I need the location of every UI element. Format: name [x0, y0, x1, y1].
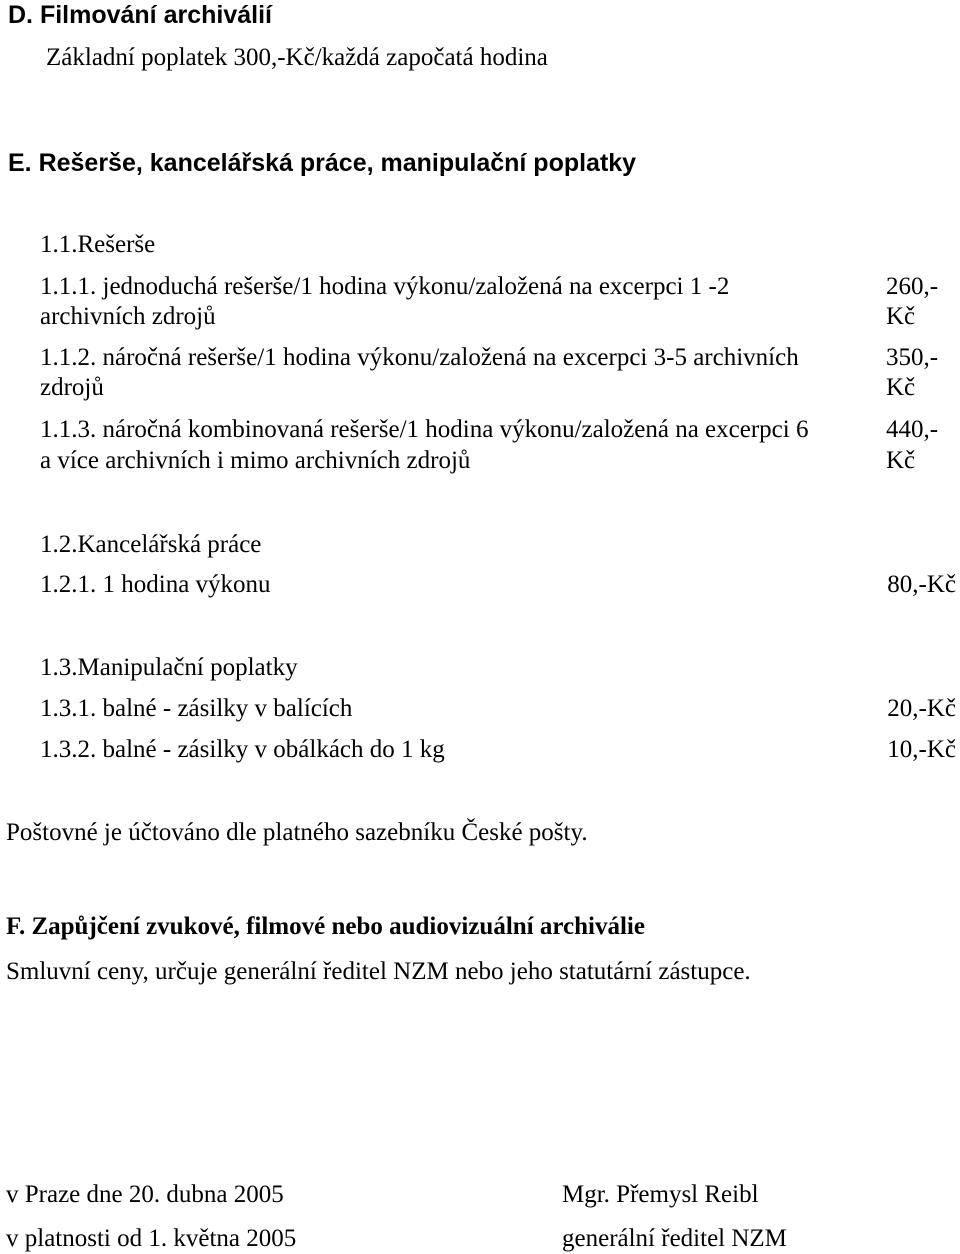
item-price: 20,-Kč — [887, 695, 956, 722]
item-line: a více archivních i mimo archivních zdrojů — [40, 447, 471, 474]
section-e-heading: E. Rešerše, kancelářská práce, manipulační poplatky — [8, 149, 637, 177]
item-line: 1.1.3. náročná kombinovaná rešerše/1 hodina výkonu/založená na excerpci 6 — [40, 416, 809, 443]
item-line: 1.1.2. náročná rešerše/1 hodina výkonu/založená na excerpci 3-5 archivních — [40, 344, 799, 371]
item-price: 260,- — [886, 273, 939, 300]
item-price: 80,-Kč — [887, 571, 956, 598]
item-line: 1.2.1. 1 hodina výkonu — [40, 571, 271, 598]
item-price: 10,-Kč — [887, 736, 956, 763]
postage-note: Poštovné je účtováno dle platného sazebníku České pošty. — [6, 819, 588, 846]
item-line: 1.3.1. balné - zásilky v balících — [40, 695, 353, 722]
item-price: 350,- — [886, 344, 939, 371]
section-d-heading: D. Filmování archiválií — [8, 1, 272, 29]
item-price-currency: Kč — [886, 374, 916, 401]
section-f-heading: F. Zapůjčení zvukové, filmové nebo audiovizuální archiválie — [6, 913, 645, 940]
signatory-title: generální ředitel NZM — [562, 1225, 787, 1252]
subsection-title-office-work: 1.2.Kancelářská práce — [40, 531, 262, 558]
item-line: 1.1.1. jednoduchá rešerše/1 hodina výkonu/založená na excerpci 1 -2 — [40, 273, 730, 300]
subsection-title-research: 1.1.Rešerše — [40, 231, 156, 258]
valid-from: v platnosti od 1. května 2005 — [6, 1225, 297, 1252]
section-f-note: Smluvní ceny, určuje generální ředitel NZM nebo jeho statutární zástupce. — [6, 958, 751, 985]
place-date: v Praze dne 20. dubna 2005 — [6, 1181, 284, 1208]
item-line: 1.3.2. balné - zásilky v obálkách do 1 kg — [40, 736, 445, 763]
item-line: zdrojů — [40, 374, 104, 401]
item-price-currency: Kč — [886, 303, 916, 330]
item-line: archivních zdrojů — [40, 303, 216, 330]
signatory-name: Mgr. Přemysl Reibl — [562, 1181, 759, 1208]
item-price: 440,- — [886, 416, 939, 443]
item-price-currency: Kč — [886, 447, 916, 474]
section-d-fee: Základní poplatek 300,-Kč/každá započatá hodina — [46, 44, 548, 71]
subsection-title-handling-fees: 1.3.Manipulační poplatky — [40, 654, 298, 681]
